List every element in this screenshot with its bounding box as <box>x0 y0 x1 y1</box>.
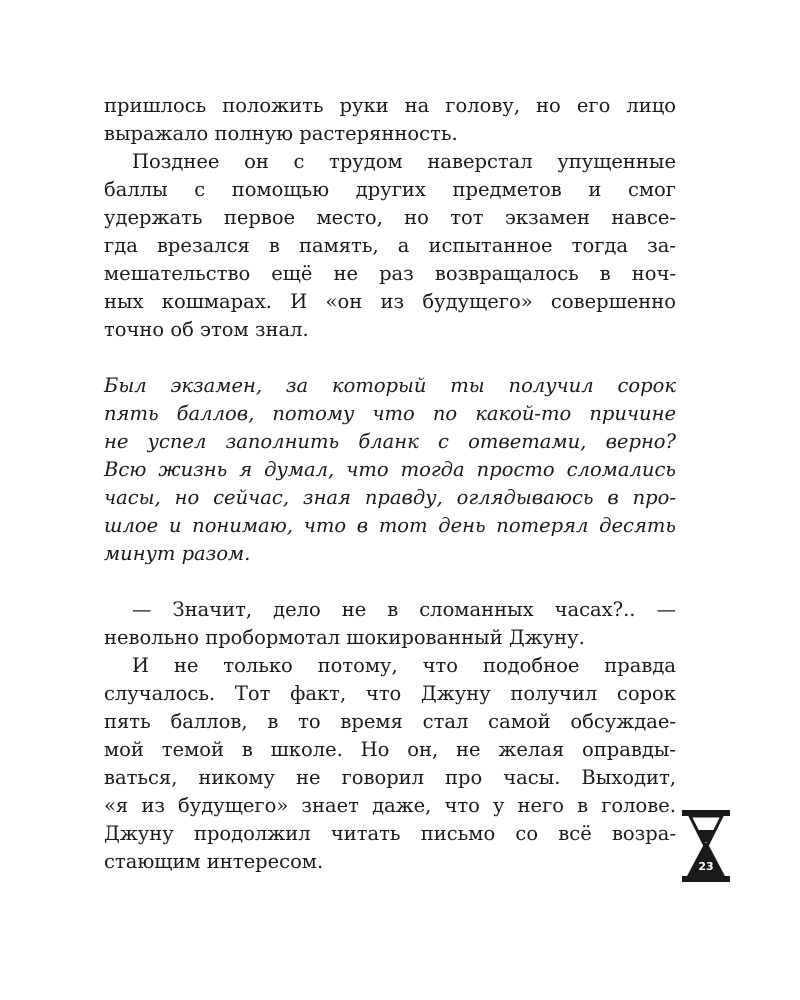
paragraph-2-line-6: ных кошмарах. И «он из будущего» совершенно <box>104 290 676 313</box>
letter-line-7: минут разом. <box>104 542 251 565</box>
paragraph-2-line-5: мешательство ещё не раз возвращалось в ноч- <box>104 262 676 285</box>
letter-line-3: не успел заполнить бланк с ответами, верно? <box>104 430 676 453</box>
paragraph-4-line-6: «я из будущего» знает даже, что у него в голове. <box>104 794 676 817</box>
paragraph-4-line-4: мой темой в школе. Но он, не желая оправды- <box>104 738 676 761</box>
letter-line-5: часы, но сейчас, зная правду, оглядываюсь в про- <box>104 486 676 509</box>
paragraph-4-line-5: ваться, никому не говорил про часы. Выходит, <box>104 766 676 789</box>
paragraph-2-line-4: гда врезался в память, а испытанное тогда за- <box>104 234 676 257</box>
paragraph-2-line-2: баллы с помощью других предметов и смог <box>104 178 676 201</box>
paragraph-1-line-2: выражало полную растерянность. <box>104 122 458 145</box>
page-number: 23 <box>698 860 714 873</box>
paragraph-4-line-2: случалось. Тот факт, что Джуну получил сорок <box>104 682 676 705</box>
paragraph-1-line-1: пришлось положить руки на голову, но его лицо <box>104 94 676 117</box>
paragraph-2-line-1: Позднее он с трудом наверстал упущенные <box>132 150 676 173</box>
paragraph-4-line-3: пять баллов, в то время стал самой обсуждае- <box>104 710 676 733</box>
paragraph-2-line-3: удержать первое место, но тот экзамен навсе- <box>104 206 676 229</box>
paragraph-2-line-7: точно об этом знал. <box>104 318 309 341</box>
paragraph-4-line-1: И не только потому, что подобное правда <box>132 654 676 677</box>
paragraph-4-line-7: Джуну продолжил читать письмо со всё возра- <box>104 822 676 845</box>
paragraph-3-line-2: невольно пробормотал шокированный Джуну. <box>104 626 585 649</box>
letter-line-4: Всю жизнь я думал, что тогда просто сломались <box>104 458 676 481</box>
paragraph-3-line-1: — Значит, дело не в сломанных часах?.. — <box>132 598 676 621</box>
letter-line-2: пять баллов, потому что по какой-то причине <box>104 402 676 425</box>
letter-line-1: Был экзамен, за который ты получил сорок <box>104 374 676 397</box>
paragraph-4-line-8: стающим интересом. <box>104 850 324 873</box>
letter-line-6: шлое и понимаю, что в тот день потерял десять <box>104 514 676 537</box>
